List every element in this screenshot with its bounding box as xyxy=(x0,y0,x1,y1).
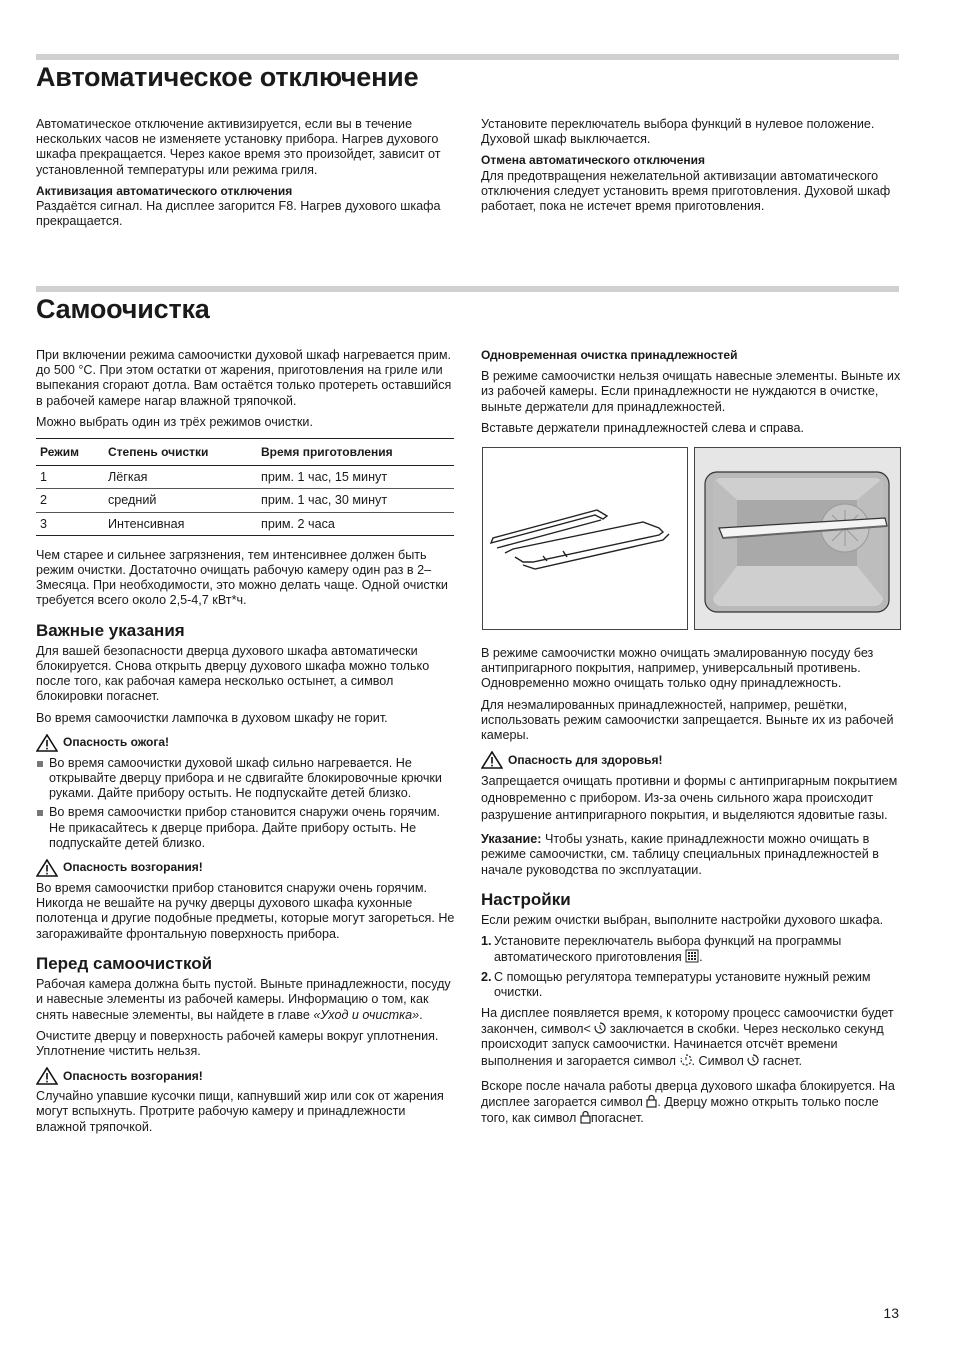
list-item: Во время самоочистки прибор становится снаружи очень горячим. Не прикасайтесь к дверце прибора. Дайте прибору остыть. Не подпускайте детей близко. xyxy=(36,805,456,851)
table-row xyxy=(36,466,454,489)
auto-program-icon xyxy=(685,949,699,963)
table-cell: прим. 1 час, 15 минут xyxy=(257,466,454,489)
burn-warning-label: Опасность ожога! xyxy=(63,735,169,750)
self-clean-right-column-bottom xyxy=(481,646,901,1132)
table-cell: средний xyxy=(104,489,257,512)
step-text xyxy=(494,934,901,965)
accessories-p1: В режиме самоочистки нельзя очищать навесные элементы. Выньте их из рабочей камеры. Если принадлежности не нуждаются в очистке, выньте держатели для принадлежностей. xyxy=(481,369,901,414)
rack-holders-image xyxy=(483,448,687,629)
table-cell: Интенсивная xyxy=(104,512,257,535)
auto-off-right-column xyxy=(481,117,901,220)
list-item: Во время самоочистки духовой шкаф сильно нагревается. Не открывайте дверцу прибора и не сдвигайте блокировочные крючки руками. Дайте прибору остыть. Не подпускайте детей близко. xyxy=(36,756,456,802)
enamel-p2: Для неэмалированных принадлежностей, например, решётки, использовать режим самоочистки запрещается. Выньте их из рабочей камеры. xyxy=(481,697,894,743)
settings-intro: Если режим очистки выбран, выполните настройки духового шкафа. xyxy=(481,913,884,928)
activation-heading: Активизация автоматического отключения xyxy=(36,183,293,198)
oven-cavity-image xyxy=(695,448,900,629)
before-p1-end: . xyxy=(419,1007,423,1022)
accessories-p2: Вставьте держатели принадлежностей слева и справа. xyxy=(481,420,804,435)
before-heading: Перед самоочисткой xyxy=(36,953,213,973)
display-text-b: заключается в скобки. Через несколько секунд происходит запуск самоочистки. Начинается отсчёт времени выполнения и загорается символ xyxy=(481,1022,884,1068)
oven-illustration xyxy=(694,447,901,630)
note-text: Чтобы узнать, какие принадлежности можно очищать в режиме самоочистки, см. таблицу специальных принадлежностей в начале руководства по эксплуатации. xyxy=(481,832,879,877)
self-clean-title: Самоочистка xyxy=(36,294,210,324)
burn-warning xyxy=(36,734,456,752)
settings-steps xyxy=(481,934,901,1000)
warning-triangle-icon xyxy=(36,734,58,752)
page-number: 13 xyxy=(883,1305,899,1321)
lock-icon xyxy=(646,1094,657,1108)
health-text: Запрещается очищать противни и формы с антипригарным покрытием одновременно с прибором. Из-за очень сильного жара происходит разрушение антипригарного покрытия, и выделяются ядовитые газы. xyxy=(481,774,898,823)
important-heading: Важные указания xyxy=(36,620,185,640)
display-text xyxy=(481,1006,901,1069)
settings-heading: Настройки xyxy=(481,889,571,909)
step-number: 2. xyxy=(481,969,492,984)
note xyxy=(481,832,901,878)
display-text-c: . Символ xyxy=(691,1053,748,1068)
auto-off-intro: Автоматическое отключение активизируется, если вы в течение нескольких часов не изменяете установку прибора. Нагрев духового шкафа прекращается. Через какое время это произойдет, зависит от установленной температуры или режима гриля. xyxy=(36,117,441,177)
table-header-degree: Степень очистки xyxy=(104,439,257,466)
lock-text-c: погаснет. xyxy=(590,1111,644,1126)
end-time-icon xyxy=(747,1053,759,1067)
fire-warning-2-label: Опасность возгорания! xyxy=(63,1068,203,1083)
before-p2: Очистите дверцу и поверхность рабочей камеры вокруг уплотнения. Уплотнение чистить нельзя. xyxy=(36,1028,439,1058)
section-rule-top xyxy=(36,54,899,60)
table-header-mode: Режим xyxy=(36,439,104,466)
cancel-heading: Отмена автоматического отключения xyxy=(481,153,706,168)
self-clean-right-column-top xyxy=(481,348,901,442)
activation-text: Раздаётся сигнал. На дисплее загорится F8. Нагрев духового шкафа прекращается. xyxy=(36,199,441,229)
table-cell: 3 xyxy=(36,512,104,535)
switch-text: Установите переключатель выбора функций в нулевое положение. Духовой шкаф выключается. xyxy=(481,117,875,147)
fire-warning-1 xyxy=(36,859,456,877)
fire-warning-1-label: Опасность возгорания! xyxy=(63,860,203,875)
after-table-text: Чем старее и сильнее загрязнения, тем интенсивнее должен быть режим очистки. Достаточно очищать рабочую камеру один раз в 2–3месяца. При необходимости, это можно делать чаще. Одной очистки требуется всего около 2,5-4,7 кВт*ч. xyxy=(36,547,448,608)
table-cell: 1 xyxy=(36,466,104,489)
warning-triangle-icon xyxy=(36,1067,58,1085)
cleaning-modes-table xyxy=(36,438,454,536)
auto-off-left-column xyxy=(36,117,456,235)
health-warning xyxy=(481,751,901,769)
lock-text-a: Вскоре после начала работы дверца духового шкафа блокируется. На дисплее загорается символ xyxy=(481,1078,895,1110)
important-p2: Во время самоочистки лампочка в духовом шкафу не горит. xyxy=(36,710,388,725)
note-label: Указание: xyxy=(481,832,542,847)
table-cell: прим. 1 час, 30 минут xyxy=(257,489,454,512)
table-cell: прим. 2 часа xyxy=(257,512,454,535)
table-header-time: Время приготовления xyxy=(257,439,454,466)
table-cell: Лёгкая xyxy=(104,466,257,489)
end-time-icon xyxy=(594,1021,606,1035)
fire-text-1: Во время самоочистки прибор становится снаружи очень горячим. Никогда не вешайте на ручку дверцы духового шкафа кухонные полотенца и другие подобные предметы, которые могут загореться. Не загораживайте фронтальную поверхность прибора. xyxy=(36,881,455,941)
enamel-p1: В режиме самоочистки можно очищать эмалированную посуду без антипригарного покрытия, например, универсальный противень. Одновременно можно очищать только одну принадлежность. xyxy=(481,646,874,691)
table-header-row xyxy=(36,439,454,466)
warning-triangle-icon xyxy=(481,751,503,769)
before-p1 xyxy=(36,977,456,1023)
self-clean-left-column xyxy=(36,348,456,1141)
fire-text-2: Случайно упавшие кусочки пищи, капнувший жир или сок от жарения могут вспыхнуть. Протрите рабочую камеру и принадлежности влажной тряпочкой. xyxy=(36,1089,444,1134)
health-warning-label: Опасность для здоровья! xyxy=(508,752,663,767)
important-p1: Для вашей безопасности дверца духового шкафа автоматически блокируется. Снова открыть дверцу духового шкафа можно только после того, как рабочая камера несколько остынет, а символ блокировки погаснет. xyxy=(36,643,430,704)
step-number: 1. xyxy=(481,934,492,949)
display-text-a: На дисплее появляется время, к которому процесс самоочистки будет закончен, символ< xyxy=(481,1006,894,1037)
lock-text xyxy=(481,1079,901,1127)
rack-illustration xyxy=(482,447,688,630)
chapter-reference: «Уход и очистка» xyxy=(313,1007,420,1022)
table-row xyxy=(36,489,454,512)
list-item xyxy=(481,970,901,1000)
auto-off-title: Автоматическое отключение xyxy=(36,62,419,92)
lock-text-b: . Дверцу можно открыть только после того, как символ xyxy=(481,1095,879,1126)
section-rule-selfclean xyxy=(36,286,899,292)
accessories-heading: Одновременная очистка принадлежностей xyxy=(481,348,738,362)
duration-icon xyxy=(680,1053,692,1067)
choose-mode-text: Можно выбрать один из трёх режимов очистки. xyxy=(36,414,313,429)
step-text: С помощью регулятора температуры установите нужный режим очистки. xyxy=(494,969,871,999)
table-cell: 2 xyxy=(36,489,104,512)
self-clean-intro: При включении режима самоочистки духовой шкаф нагревается прим. до 500 °C. При этом остатки от жарения, приготовления на гриле или выпекания сгорают дотла. Вам остаётся только протереть оставшийся в рабочей камере нагар влажной тряпочкой. xyxy=(36,348,452,408)
cancel-text: Для предотвращения нежелательной активизации автоматического отключения следует установить время приготовления. Духовой шкаф работает, пока не истечет время приготовления. xyxy=(481,168,891,214)
warning-triangle-icon xyxy=(36,859,58,877)
step-text-a: Установите переключатель выбора функций на программы автоматического приготовления xyxy=(494,934,842,965)
before-p1-text: Рабочая камера должна быть пустой. Выньте принадлежности, посуду и навесные элементы из рабочей камеры. Информацию о том, как снять навесные элементы, вы найдете в главе xyxy=(36,977,451,1022)
step-text-b: . xyxy=(699,950,703,965)
lock-icon xyxy=(580,1110,591,1124)
fire-warning-2 xyxy=(36,1067,456,1085)
burn-list xyxy=(36,756,456,851)
list-item xyxy=(481,934,901,965)
display-text-d: гаснет. xyxy=(759,1053,802,1068)
table-row xyxy=(36,512,454,535)
